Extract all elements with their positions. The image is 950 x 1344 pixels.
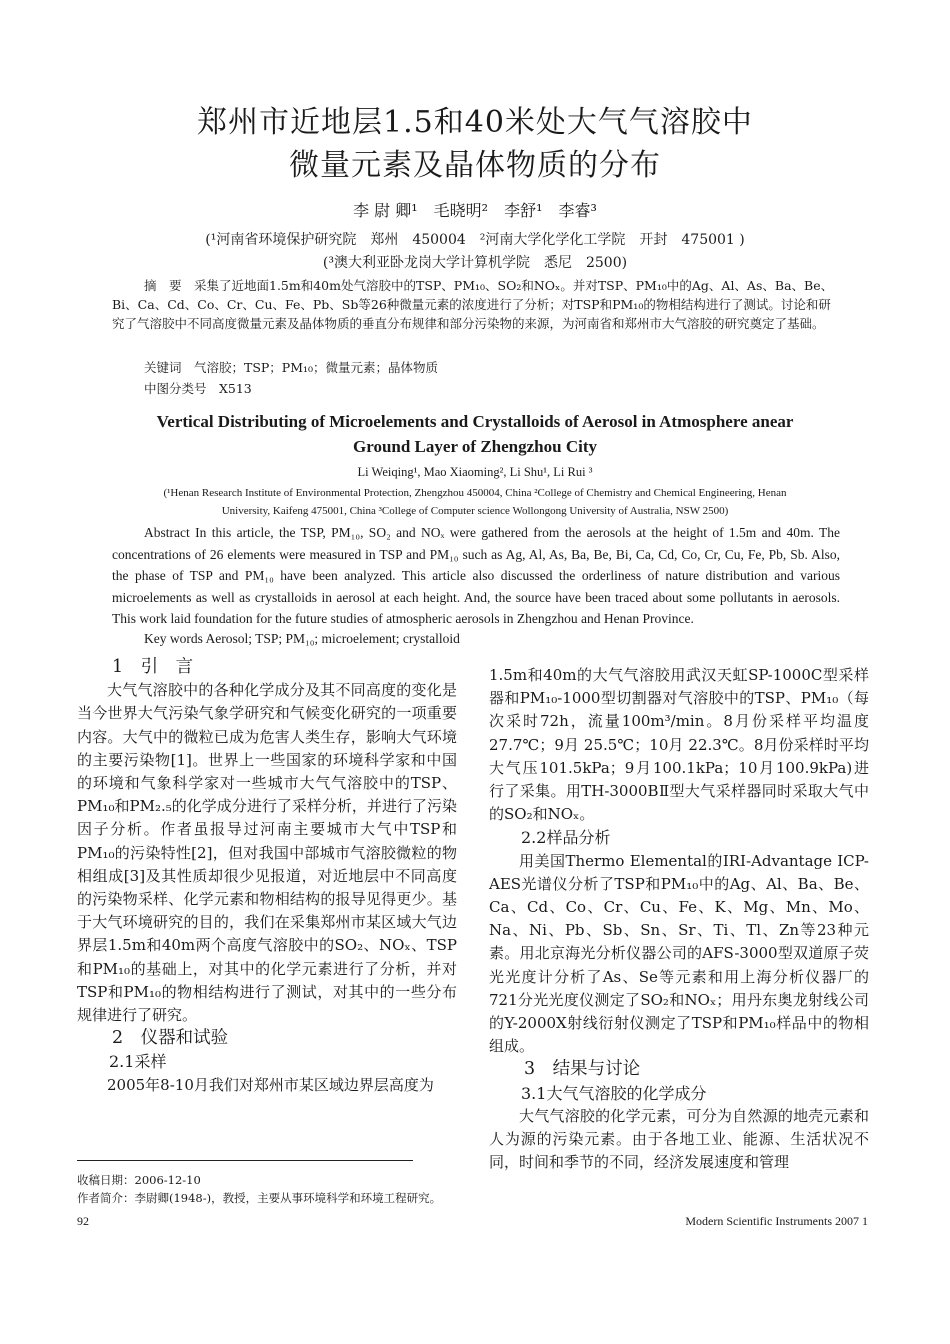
page-number: 92: [77, 1214, 89, 1228]
title-cn-line-2: 微量元素及晶体物质的分布: [289, 148, 661, 183]
section-2-1-paragraph-start: 2005年8-10月我们对郑州市某区域边界层高度为: [107, 1075, 434, 1094]
affiliation-en-1: (¹Henan Research Institute of Environmental Protection, Zhengzhou 450004, China ²College of Chemistry and Chemical Engineering, Henan: [163, 487, 787, 499]
section-3-1-heading: 3.1大气气溶胶的化学成分: [521, 1083, 707, 1103]
authors-en: Li Weiqing¹, Mao Xiaoming², Li Shu¹, Li Rui ³: [357, 465, 593, 479]
section-2-1-heading: 2.1采样: [109, 1052, 167, 1072]
title-en-line-1: Vertical Distributing of Microelements and Crystalloids of Aerosol in Atmosphere anear: [156, 412, 794, 431]
section-3-heading: 3 结果与讨论: [524, 1059, 641, 1080]
section-2-1-paragraph-cont: 1.5m和40m的大气气溶胶用武汉天虹SP-1000C型采样器和PM₁₀-1000型切割器对气溶胶中的TSP、PM₁₀（每次采时72h，流量100m³/min。8月份采样平均温度27.7℃；9月 25.5℃；10月 22.3℃。8月份采样时平均大气压101.5kPa；9月100.1kPa；10月100.9kPa)进行了采集。用TH-3000BⅡ型大气采样器同时采取大气中的SO₂和NOₓ。: [489, 666, 869, 824]
section-2-heading: 2 仪器和试验: [112, 1028, 229, 1049]
keywords-en: Key words Aerosol; TSP; PM₁₀; microelement; crystalloid: [144, 631, 460, 646]
section-3-1-paragraph: 大气气溶胶的化学元素，可分为自然源的地壳元素和人为源的污染元素。由于各地工业、能源、生活状况不同，时间和季节的不同，经济发展速度和管理: [489, 1106, 869, 1172]
section-1-heading: 1 引 言: [112, 657, 194, 677]
abstract-en: Abstract In this article, the TSP, PM₁₀, SO₂ and NOₓ were gathered from the aerosols at the height of 1.5m and 40m. The concentrations of 26 elements were measured in TSP and PM₁₀ such as Ag, Al, As, Ba, Be, Bi, Ca, Cd, Co, Cr, Cu, Fe, Pb, Sb. Also, the phase of TSP and PM₁₀ have been analyzed. This article also discussed the orderliness of nature distribution and various microelements as well as crystalloids in aerosol at each height. And, the source have been traced about some pollutants in aerosols. This work laid foundation for the future studies of atmospheric aerosols in Zhengzhou and Henan Province.: [112, 525, 840, 626]
section-2-2-heading: 2.2样品分析: [521, 828, 611, 848]
abstract-cn: 摘 要 采集了近地面1.5m和40m处气溶胶中的TSP、PM₁₀、SO₂和NOₓ。并对TSP、PM₁₀中的Ag、Al、As、Ba、Be、Bi、Ca、Cd、Co、Cr、Cu、Fe、Pb、Sb等26种微量元素的浓度进行了分析；对TSP和PM₁₀的物相结构进行了测试。讨论和研究了气溶胶中不同高度微量元素及晶体物质的垂直分布规律和部分污染物的来源，为河南省和郑州市大气溶胶的研究奠定了基础。: [112, 278, 834, 331]
footnote-author: 作者简介：李尉卿(1948-)，教授，主要从事环境科学和环境工程研究。: [77, 1191, 442, 1205]
section-2-2-paragraph: 用美国Thermo Elemental的IRI-Advantage ICP-AES光谱仪分析了TSP和PM₁₀中的Ag、Al、Ba、Be、Ca、Cd、Co、Cr、Cu、Fe、K、Mg、Mn、Mo、Na、Ni、Pb、Sb、Sn、Sr、Ti、Tl、Zn等23种元素。用北京海光分析仪器公司的AFS-3000型双道原子荧光光度计分析了As、Se等元素和用上海分析仪器厂的721分光光度仪测定了SO₂和NOₓ；用丹东奥龙射线公司的Y-2000X射线衍射仪测定了TSP和PM₁₀样品中的物相组成。: [489, 851, 869, 1056]
footnote-received: 收稿日期：2006-12-10: [77, 1173, 201, 1187]
journal-footer: Modern Scientific Instruments 2007 1: [685, 1214, 868, 1228]
footnote-divider: [77, 1160, 413, 1161]
title-cn-line-1: 郑州市近地层1.5和40米处大气气溶胶中: [197, 105, 753, 140]
classification-cn: 中图分类号 X513: [144, 381, 252, 396]
section-1-paragraph: 大气气溶胶中的各种化学成分及其不同高度的变化是当今世界大气污染气象学研究和气候变化研究的一项重要内容。大气中的微粒已成为危害人类生存，影响大气环境的主要污染物[1]。世界上一些国家的环境科学家和中国的环境和气象科学家对一些城市大气气溶胶中的TSP、PM₁₀和PM₂.₅的化学成分进行了采样分析，并进行了污染因子分析。作者虽报导过河南主要城市大气中TSP和PM₁₀的污染特性[2]，但对我国中部城市气溶胶微粒的物相组成[3]及其性质却很少见报道，对近地层中不同高度的污染物采样、化学元素和物相结构的报导见得更少。基于大气环境研究的目的，我们在采集郑州市某区域大气边界层1.5m和40m两个高度气溶胶中的SO₂、NOₓ、TSP和PM₁₀的基础上，对其中的化学元素进行了分析，并对TSP和PM₁₀的物相结构进行了测试，对其中的一些分布规律进行了研究。: [77, 681, 458, 1025]
authors-cn: 李 尉 卿¹ 毛晓明² 李舒¹ 李睿³: [353, 201, 597, 220]
affiliation-en-2: University, Kaifeng 475001, China ³College of Computer science Wollongong University of Australia, NSW 2500): [221, 505, 729, 517]
affiliation-cn-2: (³澳大利亚卧龙岗大学计算机学院 悉尼 2500): [322, 255, 628, 271]
right-column: [489, 664, 869, 1174]
left-column: [77, 656, 457, 1097]
title-en-line-2: Ground Layer of Zhengzhou City: [352, 437, 598, 456]
keywords-cn: 关键词 气溶胶；TSP；PM₁₀；微量元素；晶体物质: [144, 360, 439, 375]
affiliation-cn-1: (¹河南省环境保护研究院 郑州 450004 ²河南大学化学化工学院 开封 475001 ): [205, 232, 745, 248]
